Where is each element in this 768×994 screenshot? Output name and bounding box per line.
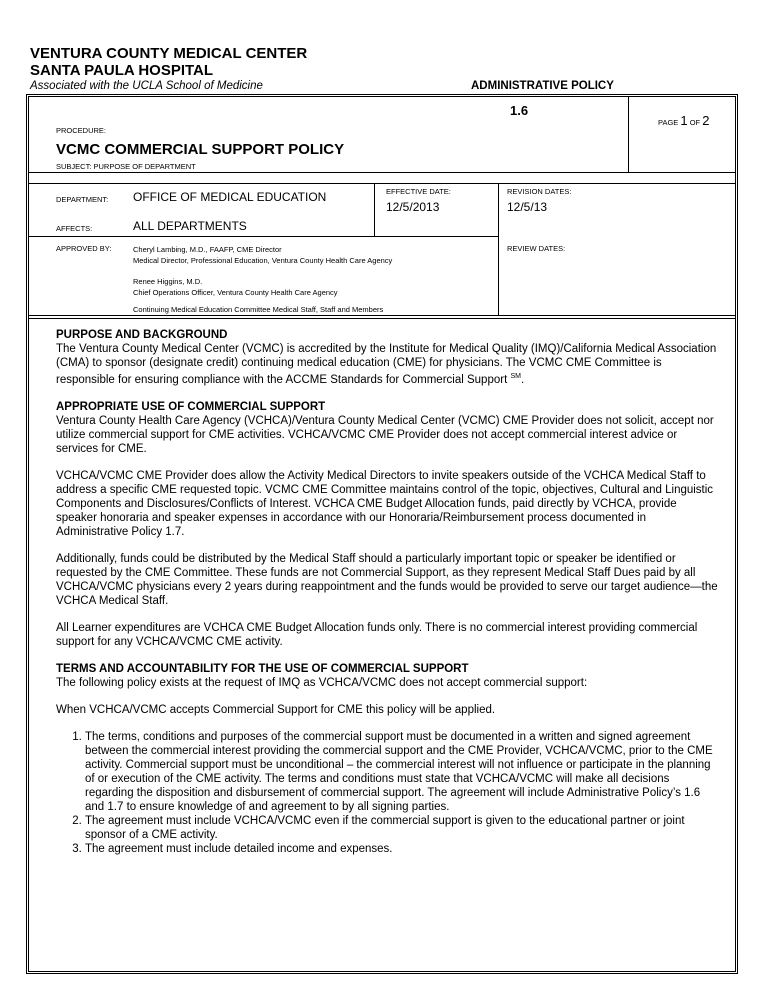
policy-body: [56, 328, 720, 856]
appropriate-use-paragraph-1: Ventura County Health Care Agency (VCHCA)/Ventura County Medical Center (VCMC) CME Provider does not solicit, accept nor utilize commercial support for CME activities. VCHCA/VCMC CME Provider does not accept commercial interest advice or services for CME.: [56, 414, 714, 455]
organization-name: [30, 45, 307, 79]
approved-row-top: [29, 236, 498, 237]
list-item: 1. The terms, conditions and purposes of the commercial support must be documented in a written and signed agreement between the commercial interest providing the commercial support and the CME Provider, VCHCA/VCMC, prior to the CME activity. Commercial support must be unconditional – the commercial interest will not influence or participate in the planning of or execution of the CME activity. The terms and conditions must state that VCHCA/VCMC will make all decisions regarding the disposition and disbursement of commercial support. The agreement will include Administrative Policy’s 1.6 and 1.7 to ensure knowledge of and agreement to by all signing parties.: [85, 730, 720, 814]
department-label: DEPARTMENT:: [56, 195, 109, 204]
procedure-label: PROCEDURE:: [56, 126, 107, 135]
approver-1-title: Medical Director, Professional Education, Ventura County Health Care Agency: [133, 256, 393, 265]
page-label: PAGE: [658, 118, 679, 127]
terms-paragraph-2: When VCHCA/VCMC accepts Commercial Support for CME this policy will be applied.: [56, 703, 496, 716]
approver-1-name: Cheryl Lambing, M.D., FAAFP, CME Director: [133, 245, 282, 254]
policy-type: ADMINISTRATIVE POLICY: [471, 80, 614, 92]
affects-label: AFFECTS:: [56, 224, 93, 233]
department-value: OFFICE OF MEDICAL EDUCATION: [133, 190, 327, 204]
affiliation: Associated with the UCLA School of Medicine: [30, 80, 263, 92]
effective-date-value: 12/5/2013: [386, 200, 440, 214]
list-item: 3. The agreement must include detailed income and expenses.: [85, 842, 720, 856]
page-total: 2: [702, 113, 710, 128]
approver-2-title: Chief Operations Officer, Ventura County Health Care Agency: [133, 288, 338, 297]
affects-value: ALL DEPARTMENTS: [133, 219, 247, 233]
subject-line: SUBJECT: PURPOSE OF DEPARTMENT: [56, 162, 196, 171]
page-of-label: OF: [689, 118, 701, 127]
terms-heading: TERMS AND ACCOUNTABILITY FOR THE USE OF COMMERCIAL SUPPORT: [56, 662, 469, 675]
purpose-paragraph: [56, 342, 720, 387]
appropriate-use-paragraph-4: All Learner expenditures are VCHCA CME Budget Allocation funds only. There is no commercial interest providing commercial support for any VCHCA/VCMC CME activity.: [56, 621, 698, 648]
terms-paragraph-1: The following policy exists at the request of IMQ as VCHCA/VCMC does not accept commercial support:: [56, 676, 588, 689]
page-indicator: [658, 113, 709, 128]
approver-3: Continuing Medical Education Committee Medical Staff, Staff and Members: [133, 305, 384, 314]
terms-list: [56, 730, 720, 856]
page-number: 1: [680, 113, 688, 128]
form-bottom: [29, 315, 735, 316]
appropriate-use-heading: APPROPRIATE USE OF COMMERCIAL SUPPORT: [56, 400, 326, 413]
list-item: 2. The agreement must include VCHCA/VCMC even if the commercial support is given to the educational partner or joint sponsor of a CME activity.: [85, 814, 720, 842]
revision-dates-label: REVISION DATES:: [507, 187, 572, 196]
approver-1: [133, 244, 392, 266]
page-box-divider: [628, 97, 629, 173]
service-mark: SM: [510, 373, 521, 380]
form-bottom-double: [29, 318, 735, 319]
effective-col-divider: [374, 183, 375, 236]
effective-date-label: EFFECTIVE DATE:: [386, 187, 451, 196]
approver-2: [133, 276, 338, 298]
org-line-1: VENTURA COUNTY MEDICAL CENTER: [30, 45, 308, 62]
approver-2-name: Renee Higgins, M.D.: [133, 277, 203, 286]
purpose-heading: PURPOSE AND BACKGROUND: [56, 329, 228, 341]
revision-col-divider: [498, 183, 499, 316]
page-box-bottom: [628, 172, 735, 173]
subject-divider: [29, 172, 628, 173]
org-line-2: SANTA PAULA HOSPITAL: [30, 62, 214, 79]
department-row-top: [29, 183, 735, 184]
approved-by-label: APPROVED BY:: [56, 244, 112, 253]
policy-title: VCMC COMMERCIAL SUPPORT POLICY: [56, 141, 345, 158]
purpose-text: The Ventura County Medical Center (VCMC) is accredited by the Institute for Medical Quality (IMQ)/California Medical Association (CMA) to sponsor (designate credit) continuing medical education (CME) for physicians. The VCMC CME Committee is responsible for ensuring compliance with the ACCME Standards for Commercial Support: [56, 343, 717, 386]
policy-number: 1.6: [510, 103, 529, 118]
revision-date-value: 12/5/13: [507, 200, 548, 214]
purpose-end: .: [520, 373, 525, 386]
appropriate-use-paragraph-2: VCHCA/VCMC CME Provider does allow the Activity Medical Directors to invite speakers outside of the VCHCA Medical Staff to address a specific CME requested topic. VCMC CME Committee maintains control of the topic, objectives, Cultural and Linguistic Components and Disclosures/Conflicts of Interest. VCHCA CME Budget Allocation funds, paid directly by VCHCA, provide speaker honoraria and speaker expenses in accordance with our Honoraria/Reimbursement process documented in Administrative Policy 1.7.: [56, 469, 714, 538]
review-dates-label: REVIEW DATES:: [507, 244, 566, 253]
appropriate-use-paragraph-3: Additionally, funds could be distributed by the Medical Staff should a particularly important topic or speaker be identified or requested by the CME Committee. These funds are not Commercial Support, as they represent Medical Staff Dues paid by all VCHCA/VCMC physicians every 2 years during reappointment and the funds would be provided to serve our target audience—the VCHCA Medical Staff.: [56, 552, 718, 607]
